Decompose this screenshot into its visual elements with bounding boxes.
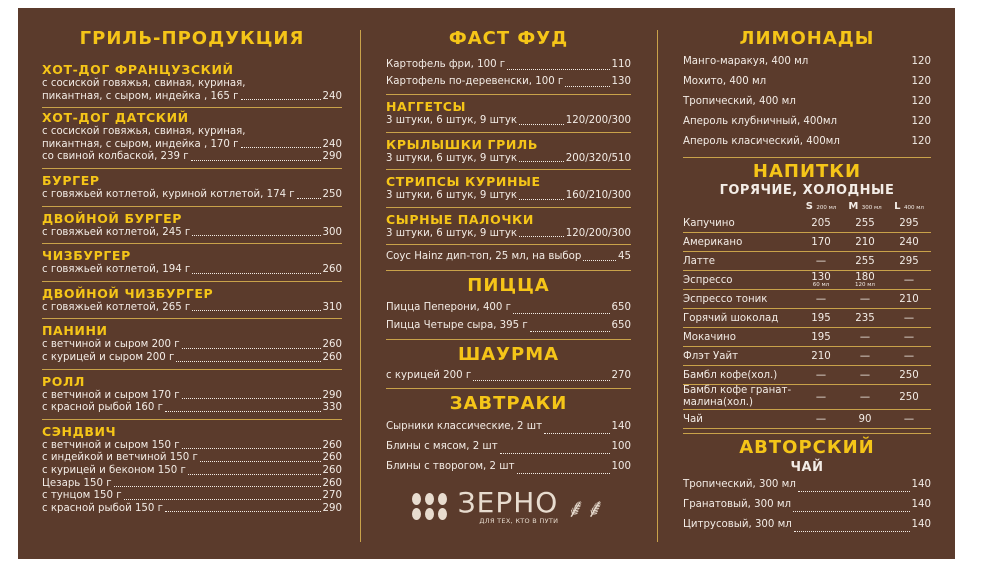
item-price: 100 [611, 460, 631, 472]
item-price: 120 [911, 56, 931, 67]
item-name: БУРГЕР [42, 172, 100, 188]
size-header [683, 198, 931, 214]
item-desc: Блины с мясом, 2 шт [386, 440, 498, 452]
price-row [386, 417, 631, 437]
price-s: 195 [799, 309, 843, 328]
item-price: 240 [322, 138, 342, 150]
item-name: СТРИПСЫ КУРИНЫЕ [386, 174, 541, 190]
item-desc: Цезарь 150 г [42, 477, 112, 489]
price-l: — [887, 271, 931, 290]
price-row [42, 189, 342, 202]
item-price: 130 [611, 76, 631, 87]
grill-title: ГРИЛЬ-ПРОДУКЦИЯ [79, 28, 305, 49]
nuggets-item [386, 94, 631, 132]
item-desc: с курицей и беконом 150 г [42, 464, 186, 476]
price-s: 195 [799, 328, 843, 347]
item-price: 260 [322, 264, 342, 276]
shawarma-title: ШАУРМА [457, 343, 560, 365]
price-l: — [887, 347, 931, 366]
item-name: РОЛЛ [42, 373, 85, 389]
tea-title: АВТОРСКИЙ [739, 437, 875, 458]
item-desc: с красной рыбой 150 г [42, 502, 163, 514]
price-row [386, 437, 631, 457]
drinks-column [683, 26, 931, 535]
price-l: 240 [887, 233, 931, 252]
price-row [42, 151, 342, 164]
item-price: 300 [322, 226, 342, 238]
price-row [386, 190, 631, 203]
item-desc: Картофель по-деревенски, 100 г [386, 76, 564, 87]
drink-row [683, 271, 931, 290]
drink-row [683, 214, 931, 233]
item-price: 260 [322, 452, 342, 464]
item-name: ЧИЗБУРГЕР [42, 248, 131, 264]
drink-name: Эспрессо [683, 271, 799, 290]
wings-item [386, 132, 631, 170]
price-l: — [887, 309, 931, 328]
column-divider [657, 30, 658, 542]
item-price: 120 [911, 76, 931, 87]
price-m: 180 120 мл [843, 271, 887, 290]
item-price: 120 [911, 96, 931, 107]
item-desc: с ветчиной и сыром 200 г [42, 339, 180, 351]
hotdog-french-item [42, 58, 342, 107]
item-desc: Соус Hainz дип-топ, 25 мл, на выбор [386, 251, 582, 263]
size-s: S 200 мл [805, 200, 837, 212]
item-desc: со свиной колбаской, 239 г [42, 151, 189, 163]
item-desc: с говяжьей котлетой, 245 г [42, 226, 191, 238]
price-l: 250 [887, 385, 931, 410]
price-row [683, 475, 931, 495]
item-desc: Апероль клубничный, 400мл [683, 116, 838, 127]
drink-name: Эспрессо тоник [683, 290, 799, 309]
price-m: — [843, 290, 887, 309]
list-item [683, 112, 931, 132]
price-row [42, 440, 342, 453]
item-name: ДВОЙНОЙ БУРГЕР [42, 210, 183, 226]
item-name: СЫРНЫЕ ПАЛОЧКИ [386, 211, 534, 227]
item-desc: 3 штуки, 6 штук, 9 штук [386, 152, 518, 164]
drink-name: Капучино [683, 214, 799, 233]
item-desc: с говяжьей котлетой, 194 г [42, 264, 191, 276]
price-row [42, 452, 342, 465]
item-desc: Тропический, 300 мл [683, 479, 796, 490]
item-price: 290 [322, 389, 342, 401]
price-row [386, 457, 631, 477]
item-price: 270 [322, 490, 342, 502]
lemonades-title: ЛИМОНАДЫ [739, 28, 875, 49]
item-desc: 3 штуки, 6 штук, 9 штук [386, 115, 518, 126]
drink-name: Бамбл кофе(хол.) [683, 366, 799, 385]
price-row [386, 228, 631, 241]
price-s: 205 [799, 214, 843, 233]
drink-name: Мокачино [683, 328, 799, 347]
price-m: 255 [843, 214, 887, 233]
drink-name: Горячий шоколад [683, 309, 799, 328]
item-desc: Пицца Четыре сыра, 395 г [386, 319, 528, 331]
item-desc: с говяжьей котлетой, куриной котлетой, 174 г [42, 188, 295, 200]
item-desc: Манго-маракуя, 400 мл [683, 56, 809, 67]
price-m: — [843, 366, 887, 385]
price-s: — [799, 385, 843, 410]
drink-name: Флэт Уайт [683, 347, 799, 366]
cheese-sticks-item [386, 207, 631, 245]
pizza-title: ПИЦЦА [467, 274, 550, 296]
price-m: 210 [843, 233, 887, 252]
drink-name: Американо [683, 233, 799, 252]
item-price: 140 [611, 420, 631, 432]
item-desc: пикантная, с сыром, индейка , 165 г [42, 90, 239, 102]
item-price: 120 [911, 136, 931, 147]
item-desc: с красной рыбой 160 г [42, 402, 163, 414]
price-row [42, 352, 342, 365]
item-desc: 3 штуки, 6 штук, 9 штук [386, 190, 518, 202]
drink-row [683, 366, 931, 385]
list-item [683, 72, 931, 92]
item-desc: Пицца Пеперони, 400 г [386, 301, 511, 313]
price-row [386, 251, 631, 264]
price-l: — [887, 410, 931, 429]
price-s: 170 [799, 233, 843, 252]
price-row [683, 515, 931, 535]
price-m: 90 [843, 410, 887, 429]
logo-tagline: ДЛЯ ТЕХ, КТО В ПУТИ [479, 516, 559, 525]
drink-name: Чай [683, 410, 799, 429]
price-m: — [843, 328, 887, 347]
item-desc: с говяжьей котлетой, 265 г [42, 301, 191, 313]
item-price: 650 [611, 319, 631, 331]
item-name: СЭНДВИЧ [42, 423, 117, 439]
size-l: L 400 мл [894, 200, 924, 212]
item-desc: Блины с творогом, 2 шт [386, 460, 515, 472]
item-desc: Цитрусовый, 300 мл [683, 519, 792, 530]
price-row [42, 227, 342, 240]
item-desc: пикантная, с сыром, индейка , 170 г [42, 138, 239, 150]
price-l: — [887, 328, 931, 347]
item-desc: с тунцом 150 г [42, 490, 122, 502]
price-s: 210 [799, 347, 843, 366]
sandwich-item [42, 419, 342, 520]
item-name: ДВОЙНОЙ ЧИЗБУРГЕР [42, 285, 214, 301]
item-price: 310 [322, 301, 342, 313]
price-row [42, 490, 342, 503]
drinks-section [683, 157, 931, 429]
price-row [386, 73, 631, 90]
item-name: НАГГЕТСЫ [386, 99, 467, 114]
item-price: 140 [911, 479, 931, 490]
item-price: 140 [911, 499, 931, 510]
drink-name: Бамбл кофе гранат-малина(хол.) [683, 385, 799, 410]
drinks-table [683, 198, 931, 429]
price-row [386, 368, 631, 384]
breakfast-section [386, 388, 631, 477]
fastfood-column [386, 26, 631, 525]
hotdog-danish-item [42, 107, 342, 168]
list-item [683, 132, 931, 152]
sauce-item [386, 244, 631, 270]
price-s: — [799, 366, 843, 385]
cheeseburger-item [42, 243, 342, 281]
drink-row [683, 290, 931, 309]
burger-item [42, 168, 342, 206]
menu-board [18, 8, 955, 559]
price-row [42, 478, 342, 491]
item-name: ХОТ-ДОГ ФРАНЦУЗСКИЙ [42, 62, 234, 77]
price-row [42, 339, 342, 352]
item-price: 260 [322, 464, 342, 476]
double-burger-item [42, 206, 342, 244]
price-l: 295 [887, 252, 931, 271]
drink-row [683, 233, 931, 252]
item-price: 290 [322, 151, 342, 163]
price-s: 130 60 мл [799, 271, 843, 290]
list-item [683, 52, 931, 72]
item-price: 330 [322, 402, 342, 414]
price-m: — [843, 347, 887, 366]
item-desc: Апероль класический, 400мл [683, 136, 840, 147]
double-cheeseburger-item [42, 281, 342, 319]
item-desc: с ветчиной и сыром 150 г [42, 439, 180, 451]
item-price: 120 [911, 116, 931, 127]
price-row [386, 299, 631, 317]
item-price: 260 [322, 339, 342, 351]
item-price: 260 [322, 351, 342, 363]
price-row [42, 465, 342, 478]
price-l: 295 [887, 214, 931, 233]
lemonades-list [683, 52, 931, 152]
fries-block [386, 52, 631, 94]
grill-column [42, 26, 342, 519]
item-price: 200/320/510 [565, 152, 631, 164]
item-price: 120/200/300 [565, 227, 631, 239]
item-desc: Тропический, 400 мл [683, 96, 796, 107]
drink-row [683, 385, 931, 410]
price-row [42, 91, 342, 104]
price-row [386, 317, 631, 335]
volume-note: 60 мл [812, 281, 830, 288]
price-row [386, 115, 631, 128]
item-desc: с ветчиной и сыром 170 г [42, 389, 180, 401]
item-desc: с сосиской говяжья, свиная, куриная, [42, 126, 246, 138]
price-row [386, 56, 631, 73]
panini-item [42, 318, 342, 368]
column-divider [360, 30, 361, 542]
price-row [42, 139, 342, 152]
logo-name: ЗЕРНО [457, 485, 559, 519]
price-row [42, 402, 342, 415]
item-price: 250 [322, 188, 342, 200]
item-desc: с курицей 200 г [386, 369, 472, 381]
price-m: — [843, 385, 887, 410]
item-desc: Мохито, 400 мл [683, 76, 767, 87]
item-desc: Гранатовый, 300 мл [683, 499, 792, 510]
item-price: 45 [618, 251, 631, 263]
price-l: 250 [887, 366, 931, 385]
price-row [683, 495, 931, 515]
item-price: 260 [322, 477, 342, 489]
price-row [42, 503, 342, 516]
price-m: 235 [843, 309, 887, 328]
roll-item [42, 369, 342, 419]
wheat-icon: ⸙⸙ [566, 493, 606, 524]
item-desc: с курицей и сыром 200 г [42, 351, 175, 363]
item-desc: с сосиской говяжья, свиная, куриная, [42, 78, 246, 89]
item-name: КРЫЛЫШКИ ГРИЛЬ [386, 136, 539, 152]
fastfood-title: ФАСТ ФУД [448, 28, 569, 49]
strips-item [386, 169, 631, 207]
zerno-logo [386, 485, 631, 525]
price-s: — [799, 290, 843, 309]
item-desc: Сырники классические, 2 шт [386, 420, 543, 432]
drink-row [683, 252, 931, 271]
item-desc: 3 штуки, 6 штук, 9 штук [386, 227, 518, 239]
item-price: 270 [611, 369, 631, 381]
item-price: 650 [611, 301, 631, 313]
item-price: 260 [322, 439, 342, 451]
item-price: 290 [322, 502, 342, 514]
item-desc: с индейкой и ветчиной 150 г [42, 452, 198, 464]
item-price: 160/210/300 [565, 190, 631, 202]
item-price: 100 [611, 440, 631, 452]
price-s: — [799, 410, 843, 429]
drink-row [683, 347, 931, 366]
item-price: 120/200/300 [565, 115, 631, 126]
drinks-subtitle: ГОРЯЧИЕ, ХОЛОДНЫЕ [719, 183, 895, 198]
drink-row [683, 328, 931, 347]
price-s: — [799, 252, 843, 271]
price-l: 210 [887, 290, 931, 309]
price-row [386, 153, 631, 166]
drink-row [683, 309, 931, 328]
tea-section [683, 433, 931, 535]
item-price: 240 [322, 90, 342, 102]
shawarma-section [386, 339, 631, 384]
tea-subtitle: ЧАЙ [790, 460, 824, 475]
volume-note: 120 мл [855, 281, 875, 288]
price-row [42, 264, 342, 277]
drinks-title: НАПИТКИ [752, 161, 862, 182]
breakfast-title: ЗАВТРАКИ [449, 392, 568, 414]
item-price: 110 [611, 59, 631, 70]
item-price: 140 [911, 519, 931, 530]
price-m: 255 [843, 252, 887, 271]
pizza-section [386, 270, 631, 335]
price-row [42, 302, 342, 315]
item-name: ПАНИНИ [42, 323, 108, 339]
size-m: M 300 мл [848, 200, 882, 212]
item-name: ХОТ-ДОГ ДАТСКИЙ [42, 110, 189, 126]
price-row [42, 390, 342, 403]
drink-row [683, 410, 931, 429]
item-desc: Картофель фри, 100 г [386, 59, 506, 70]
drink-name: Латте [683, 252, 799, 271]
coffee-beans-icon [412, 493, 448, 520]
list-item [683, 92, 931, 112]
